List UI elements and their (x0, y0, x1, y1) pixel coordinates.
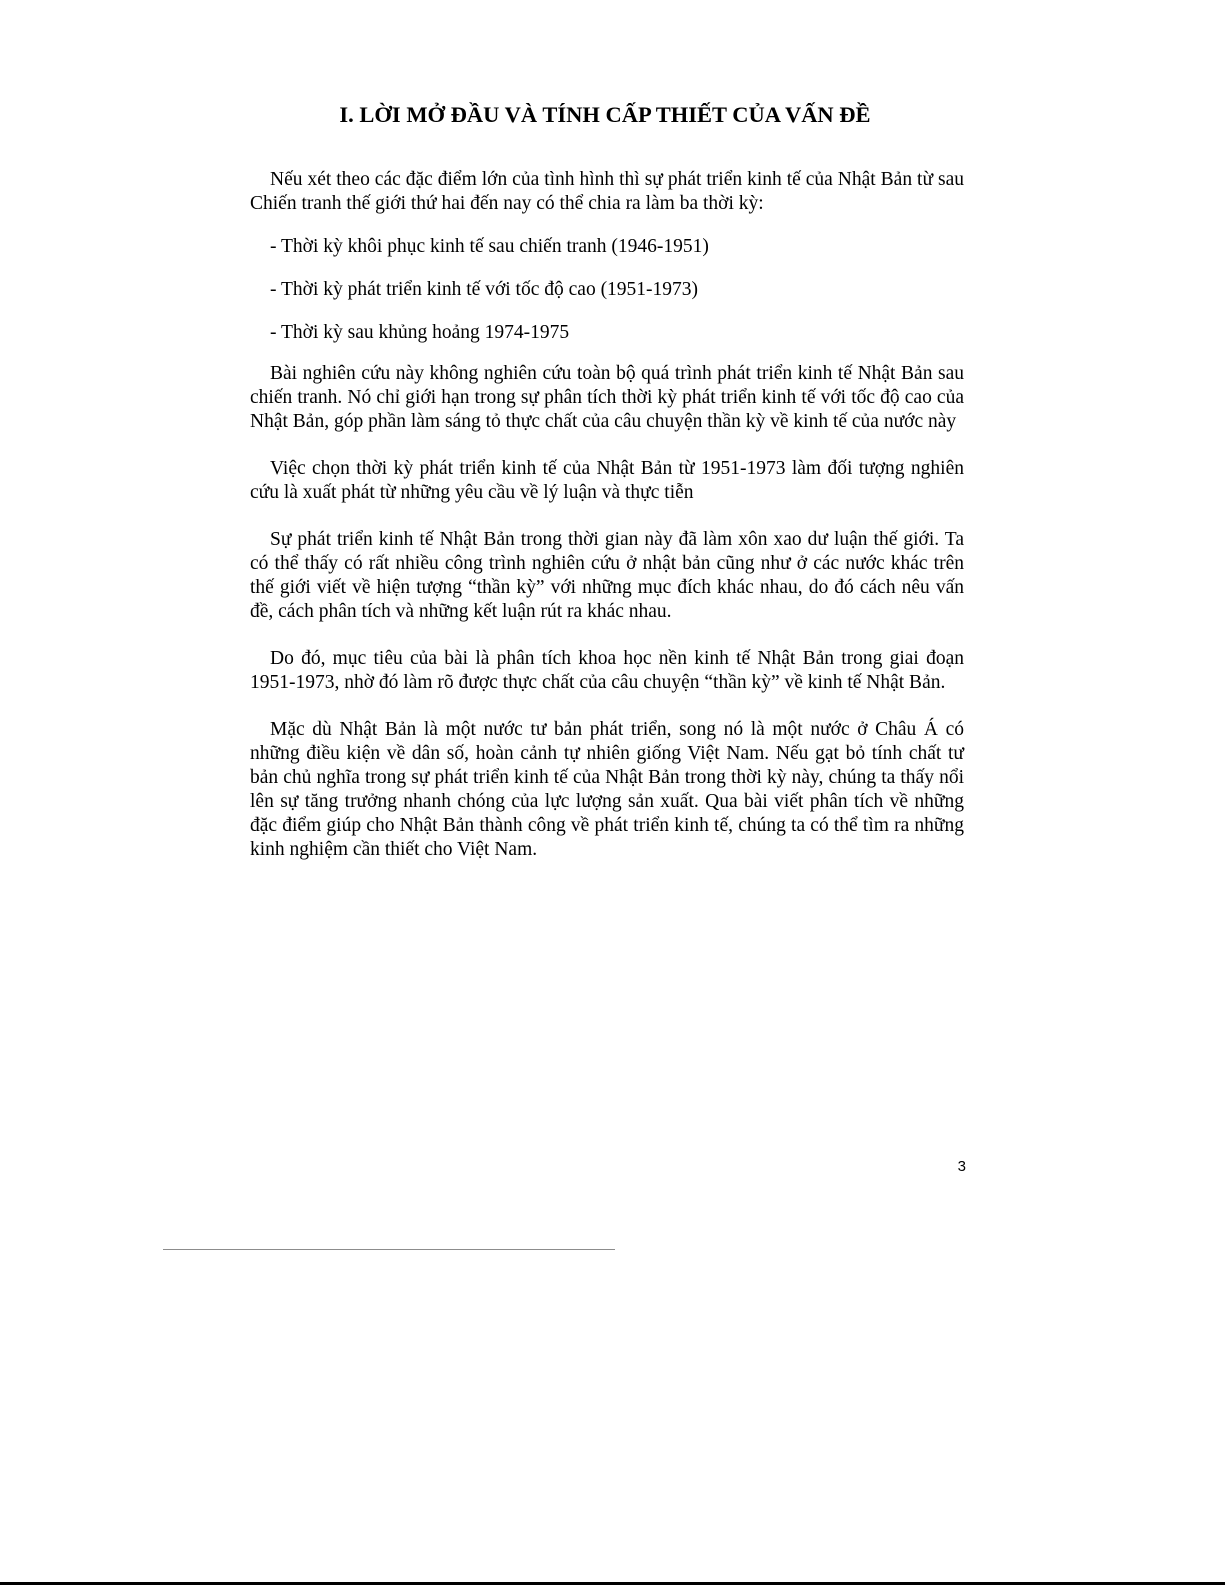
paragraph-scope: Bài nghiên cứu này không nghiên cứu toàn bộ quá trình phát triển kinh tế Nhật Bản sau chiến tranh. Nó chỉ giới hạn trong sự phân tích thời kỳ phát triển kinh tế với tốc độ cao của Nhật Bản, góp phần làm sáng tỏ thực chất của câu chuyện thần kỳ về kinh tế của nước này (250, 363, 964, 432)
paragraph-choice: Việc chọn thời kỳ phát triển kinh tế của Nhật Bản từ 1951-1973 làm đối tượng nghiên cứu là xuất phát từ những yêu cầu về lý luận và thực tiễn (250, 458, 964, 503)
body-text (250, 168, 964, 862)
section-title: I. LỜI MỞ ĐẦU VÀ TÍNH CẤP THIẾT CỦA VẤN ĐỀ (339, 102, 871, 127)
paragraph-intro: Nếu xét theo các đặc điểm lớn của tình hình thì sự phát triển kinh tế của Nhật Bản từ sau Chiến tranh thế giới thứ hai đến nay có thể chia ra làm ba thời kỳ: (250, 169, 964, 214)
paragraph-world-opinion: Sự phát triển kinh tế Nhật Bản trong thời gian này đã làm xôn xao dư luận thế giới. Ta có thể thấy có rất nhiều công trình nghiên cứu ở nhật bản cũng như ở các nước khác trên thế giới viết về hiện tượng “thần kỳ” với những mục đích khác nhau, do đó cách nêu vấn đề, cách phân tích và những kết luận rút ra khác nhau. (250, 529, 964, 622)
paragraph-objective: Do đó, mục tiêu của bài là phân tích khoa học nền kinh tế Nhật Bản trong giai đoạn 1951-1973, nhờ đó làm rõ được thực chất của câu chuyện “thần kỳ” về kinh tế Nhật Bản. (250, 648, 964, 693)
list-item-period-2: - Thời kỳ phát triển kinh tế với tốc độ cao (1951-1973) (270, 279, 699, 300)
page-number: 3 (957, 1158, 966, 1175)
paragraph-lessons: Mặc dù Nhật Bản là một nước tư bản phát triển, song nó là một nước ở Châu Á có những điều kiện về dân số, hoàn cảnh tự nhiên giống Việt Nam. Nếu gạt bỏ tính chất tư bản chủ nghĩa trong sự phát triển kinh tế của Nhật Bản trong thời kỳ này, chúng ta thấy nổi lên sự tăng trưởng nhanh chóng của lực lượng sản xuất. Qua bài viết phân tích về những đặc điểm giúp cho Nhật Bản thành công về phát triển kinh tế, chúng ta có thể tìm ra những kinh nghiệm cần thiết cho Việt Nam. (250, 719, 964, 860)
list-item-period-1: - Thời kỳ khôi phục kinh tế sau chiến tranh (1946-1951) (270, 236, 709, 257)
list-item-period-3: - Thời kỳ sau khủng hoảng 1974-1975 (270, 322, 570, 343)
horizontal-divider (163, 1249, 615, 1250)
